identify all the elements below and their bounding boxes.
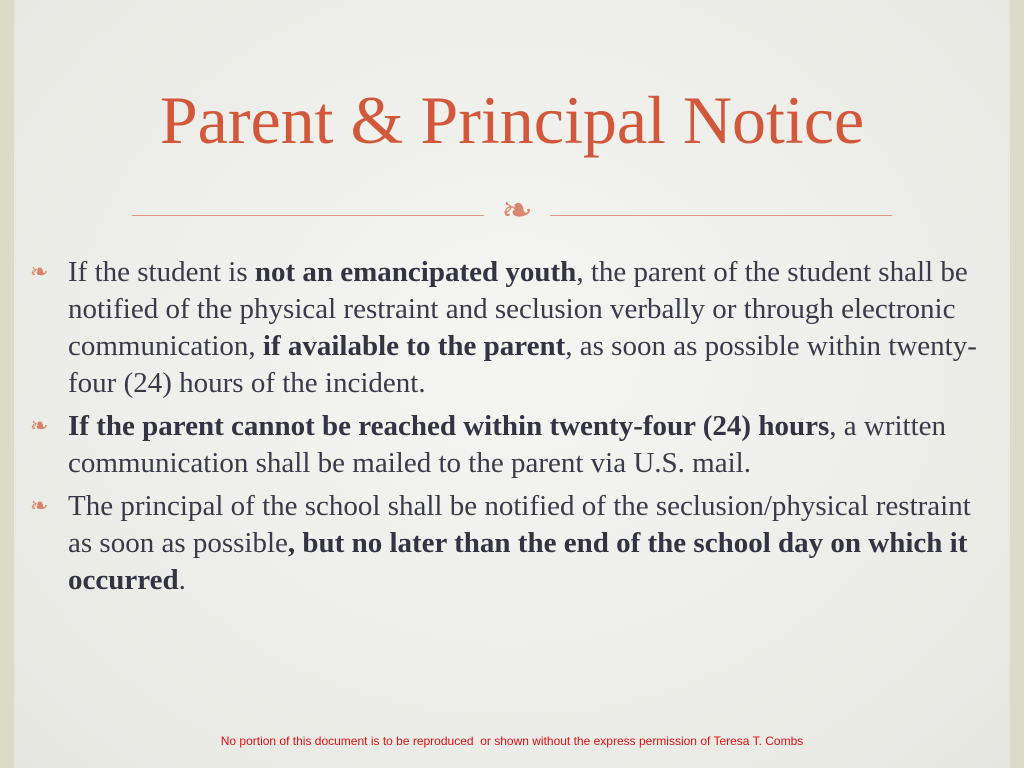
bullet-item [30,408,1002,482]
bullet-segment-bold: , but no later than the end of the school day on which it occurred [68,527,968,596]
bullet-segment-bold: If the parent cannot be reached within twenty-four (24) hours [68,410,830,442]
divider-line-right [550,215,892,216]
bullet-item [30,254,1002,402]
bullet-segment-bold: if available to the parent [262,330,566,362]
bullet-list [30,254,1002,605]
bullet-segment-bold: not an emancipated youth [254,256,577,288]
bullet-ornament-icon: ❧ [30,260,49,285]
slide-title: Parent & Principal Notice [159,82,865,158]
bullet-segment: The principal of the school shall be notified of the seclusion/physical restraint as soon as possible [68,490,971,559]
divider-line-left [132,215,484,216]
scroll-ornament-icon: ❧ [501,188,533,232]
copyright-footer: No portion of this document is to be reproduced or shown without the express permission of Teresa T. Combs [220,734,804,748]
bullet-ornament-icon: ❧ [30,494,49,519]
bullet-segment: , as soon as possible within twenty-four (24) hours of the incident. [68,330,977,399]
bullet-segment: If the student is [68,256,255,288]
bullet-text [68,410,946,479]
bullet-item [30,488,1002,599]
slide [14,0,1010,768]
bullet-text [68,256,977,399]
title-divider [132,190,892,230]
bullet-segment: , a written communication shall be mailed to the parent via U.S. mail. [68,410,947,479]
bullet-segment: . [178,564,186,596]
bullet-ornament-icon: ❧ [30,414,49,439]
bullet-segment: , the parent of the student shall be notified of the physical restraint and seclusion verbally or through electronic communication, [68,256,968,362]
bullet-text [68,490,971,596]
